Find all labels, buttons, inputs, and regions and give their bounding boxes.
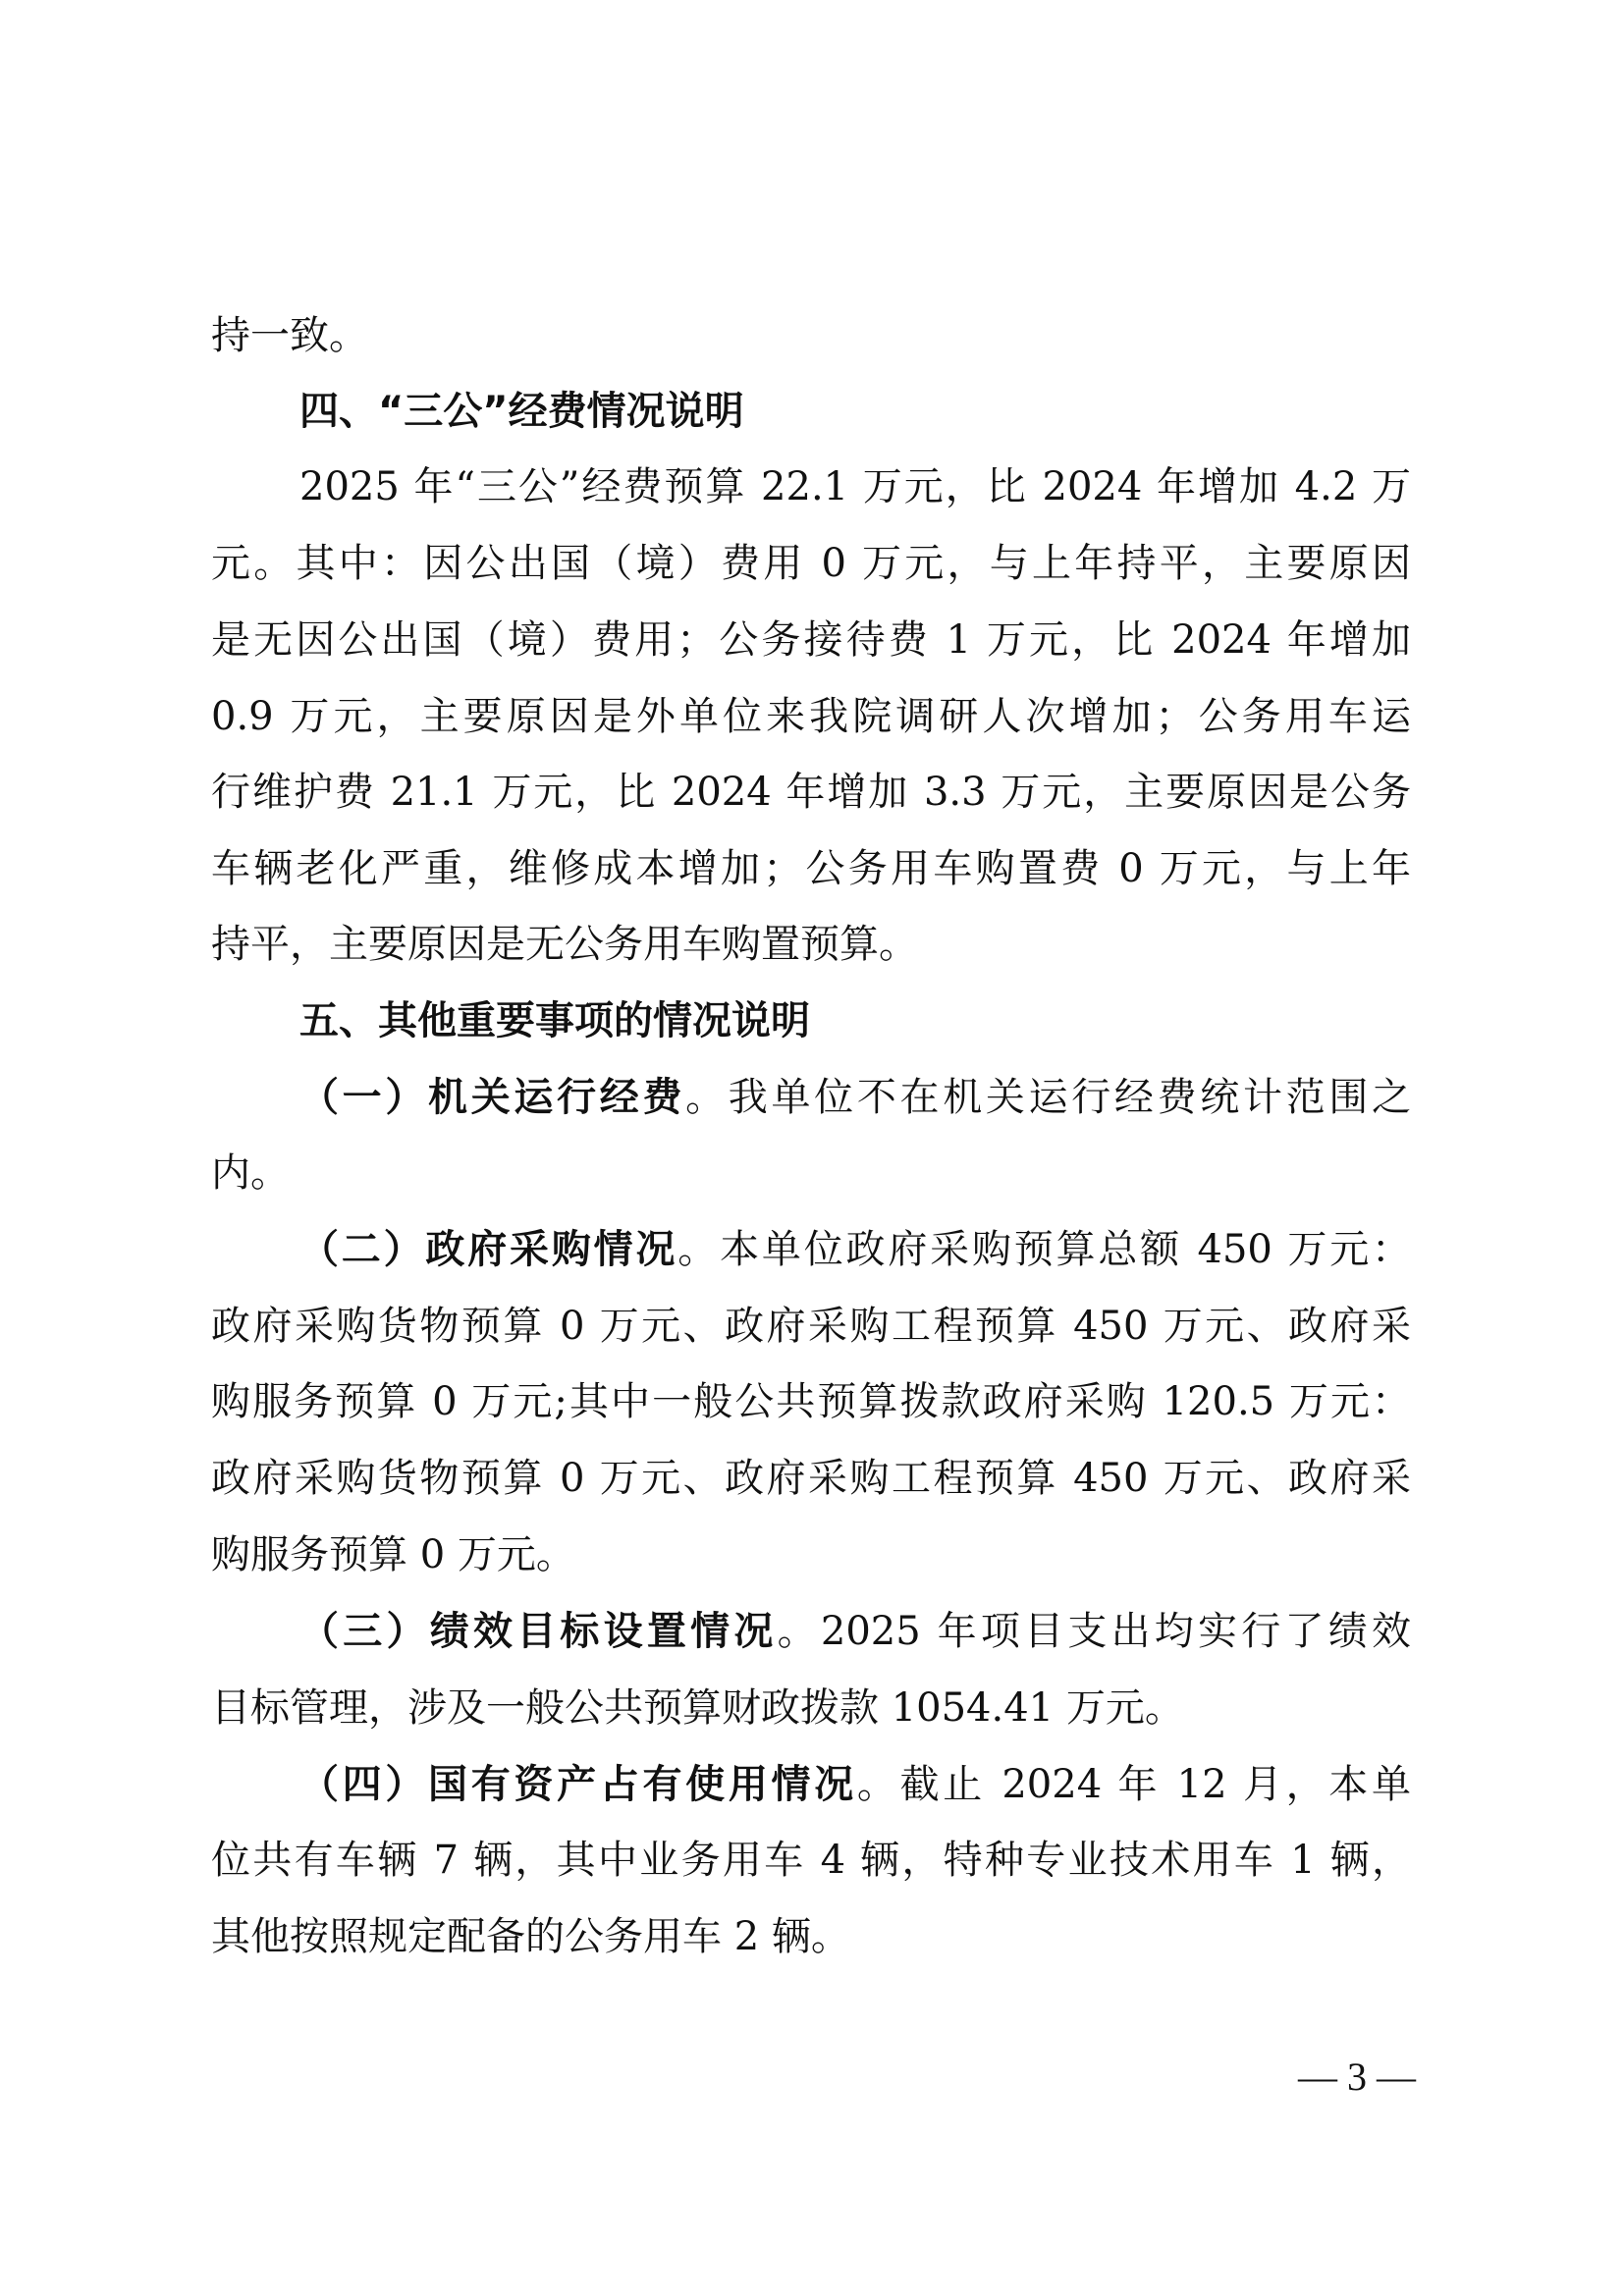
continuation-text: 持一致。: [211, 313, 368, 358]
paragraph-line: 0.9 万元，主要原因是外单位来我院调研人次增加；公务用车运: [211, 694, 1411, 739]
section-heading-5: 五、其他重要事项的情况说明: [299, 998, 810, 1043]
paragraph-line: 位共有车辆 7 辆，其中业务用车 4 辆，特种专业技术用车 1 辆，: [211, 1838, 1411, 1883]
paragraph-line: 购服务预算 0 万元。: [211, 1532, 575, 1577]
subsection-title: （四）国有资产占有使用情况: [299, 1762, 857, 1807]
subsection-title: （二）政府采购情况: [299, 1227, 678, 1272]
subsection-text: 。本单位政府采购预算总额 450 万元：: [677, 1227, 1411, 1272]
page-number: — 3 —: [1298, 2055, 1416, 2099]
paragraph-line: 目标管理，涉及一般公共预算财政拨款 1054.41 万元。: [211, 1685, 1184, 1731]
subsection-1-first-line: [299, 1068, 1411, 1127]
subsection-3-first-line: [299, 1602, 1411, 1661]
paragraph-line: 政府采购货物预算 0 万元、政府采购工程预算 450 万元、政府采: [211, 1304, 1411, 1349]
subsection-text: 。截止 2024 年 12 月，本单: [856, 1762, 1411, 1807]
paragraph-line: 元。其中：因公出国（境）费用 0 万元，与上年持平，主要原因: [211, 541, 1411, 586]
subsection-4-first-line: [299, 1755, 1411, 1814]
paragraph-line: 2025 年“三公”经费预算 22.1 万元，比 2024 年增加 4.2 万: [299, 464, 1411, 509]
subsection-title: （三）绩效目标设置情况: [299, 1609, 778, 1654]
paragraph-line: 行维护费 21.1 万元，比 2024 年增加 3.3 万元，主要原因是公务: [211, 770, 1411, 815]
paragraph-line: 其他按照规定配备的公务用车 2 辆。: [211, 1914, 850, 1959]
paragraph-line: 购服务预算 0 万元;其中一般公共预算拨款政府采购 120.5 万元：: [211, 1379, 1411, 1424]
subsection-text: 。2025 年项目支出均实行了绩效: [777, 1609, 1411, 1654]
paragraph-line: 是无因公出国（境）费用；公务接待费 1 万元，比 2024 年增加: [211, 617, 1411, 663]
paragraph-line: 车辆老化严重，维修成本增加；公务用车购置费 0 万元，与上年: [211, 846, 1411, 891]
paragraph-line: 政府采购货物预算 0 万元、政府采购工程预算 450 万元、政府采: [211, 1456, 1411, 1501]
paragraph-line: 内。: [211, 1150, 290, 1196]
section-heading-4: 四、“三公”经费情况说明: [299, 389, 744, 434]
paragraph-line: 持平，主要原因是无公务用车购置预算。: [211, 922, 918, 967]
subsection-title: （一）机关运行经费: [299, 1075, 686, 1120]
subsection-2-first-line: [299, 1220, 1411, 1279]
subsection-text: 。我单位不在机关运行经费统计范围之: [685, 1075, 1412, 1120]
